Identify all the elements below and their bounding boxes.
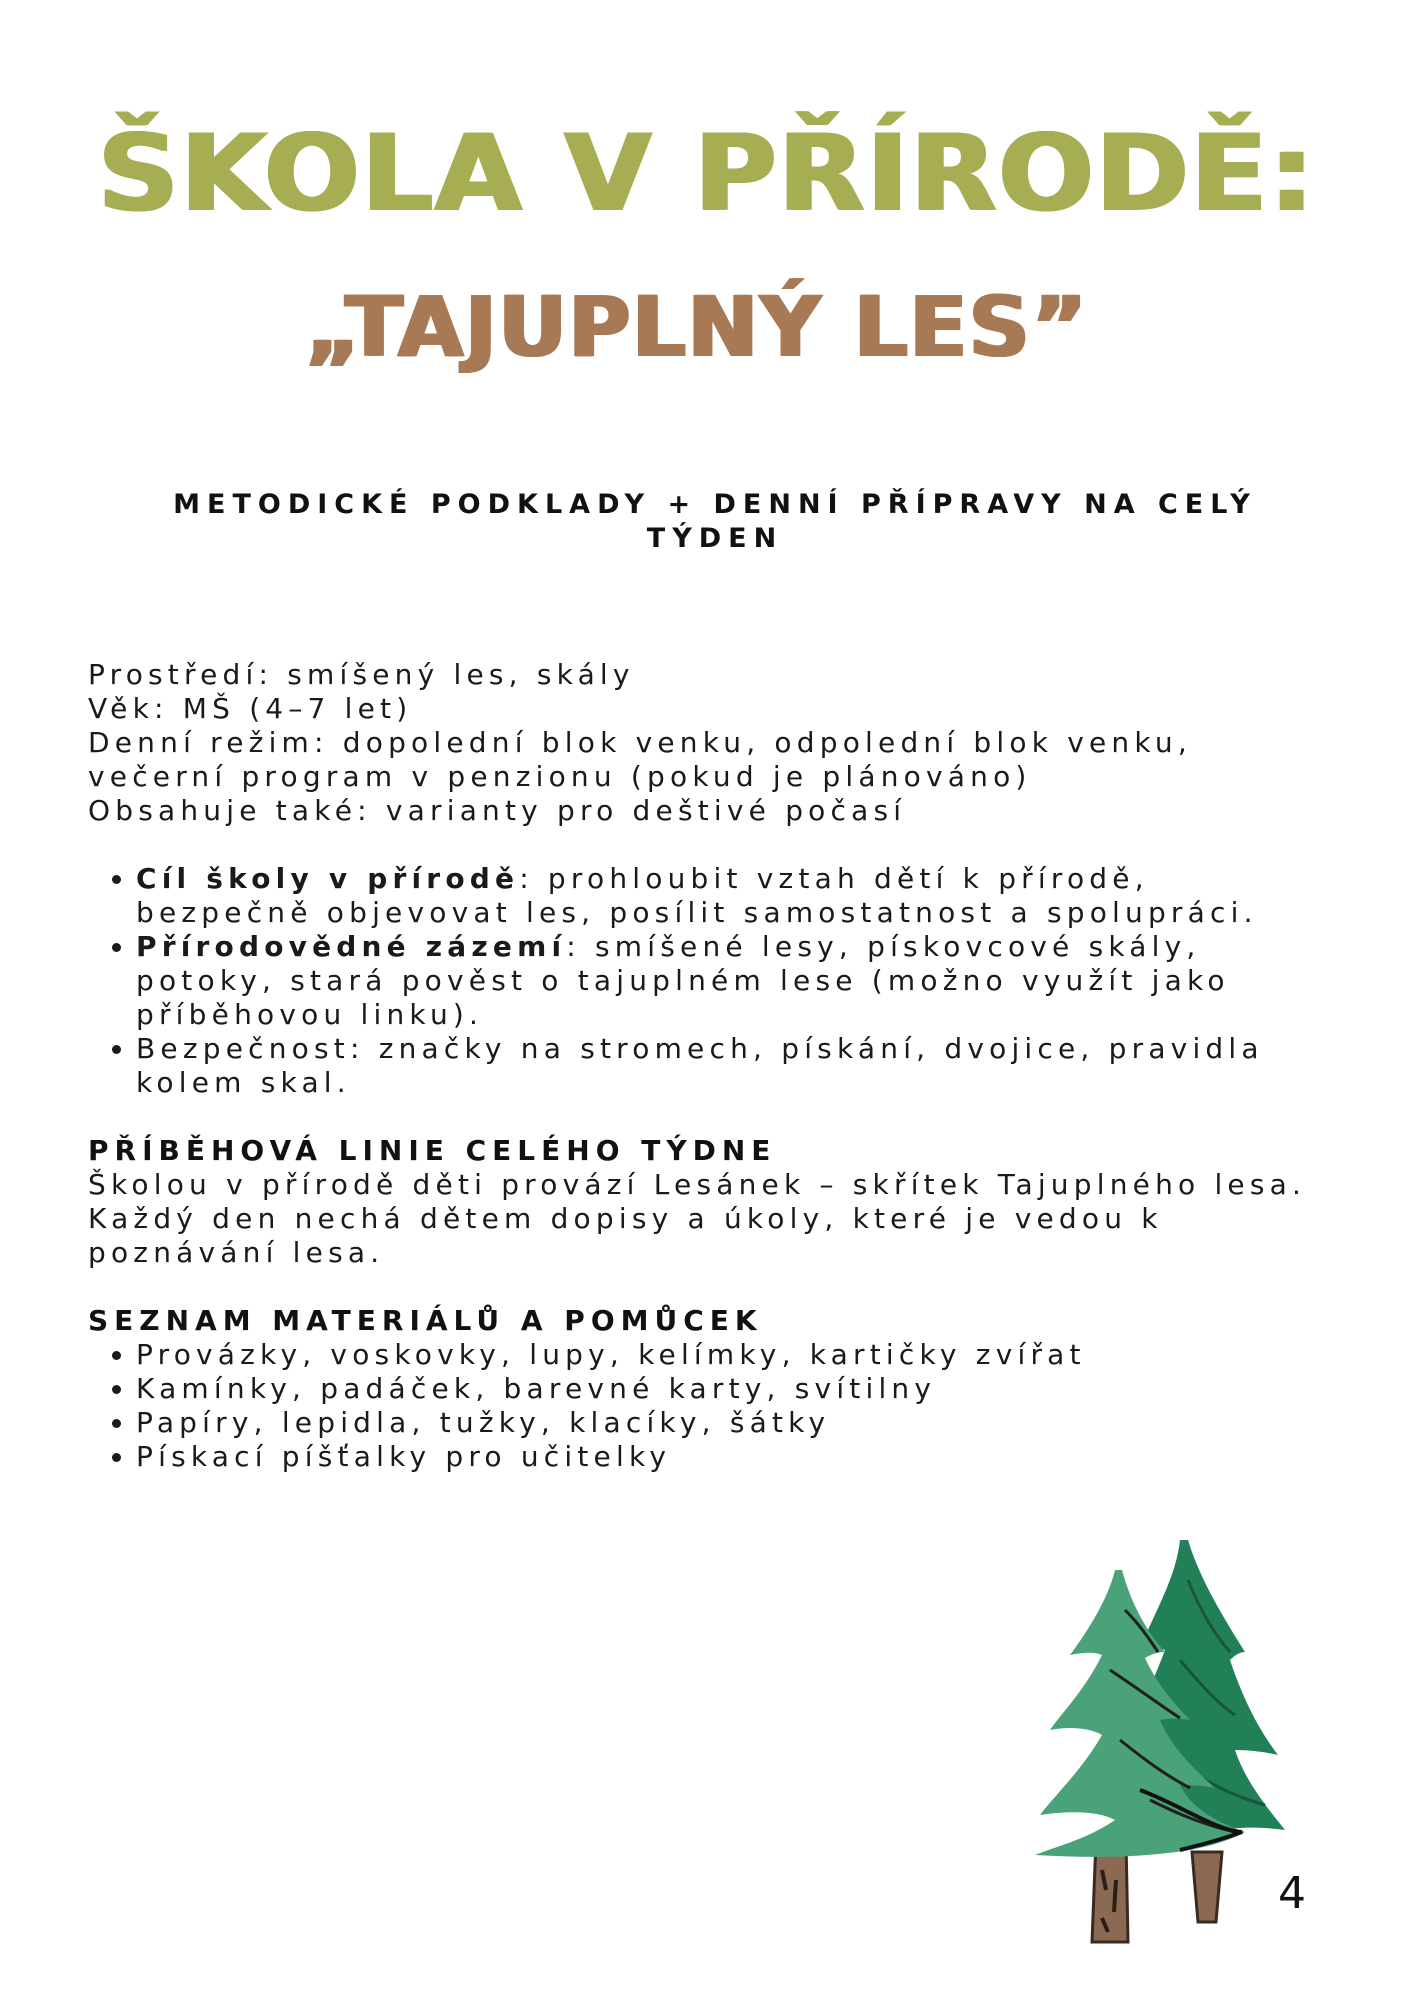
- list-item: • Pískací píšťalky pro učitelky: [136, 1440, 1338, 1474]
- title-line-1: ŠKOLA V PŘÍRODĚ:: [97, 112, 1317, 236]
- list-item: [136, 862, 1338, 930]
- story-line-2: Každý den nechá dětem dopisy a úkoly, které je vedou k poznávání lesa.: [88, 1202, 1163, 1269]
- list-item: [136, 930, 1338, 1032]
- list-item: • Papíry, lepidla, tužky, klacíky, šátky: [136, 1406, 1338, 1440]
- story-line-1: Školou v přírodě děti provází Lesánek – skřítek Tajuplného lesa.: [88, 1168, 1307, 1201]
- title-line-2: „TAJUPLNÝ LES”: [305, 278, 1089, 376]
- info-daily-schedule: Denní režim: dopolední blok venku, odpolední blok venku, večerní program v penzionu (pokud je plánováno): [88, 726, 1192, 793]
- list-item: • Kamínky, padáček, barevné karty, svítilny: [136, 1372, 1338, 1406]
- goal-label: Cíl školy v přírodě: [136, 862, 520, 895]
- pine-trees-illustration: [1030, 1540, 1360, 1960]
- goal-label: Přírodovědné zázemí: [136, 930, 567, 963]
- document-body: [88, 658, 1338, 1474]
- info-contains: Obsahuje také: varianty pro deštivé počasí: [88, 794, 907, 827]
- story-heading: PŘÍBĚHOVÁ LINIE CELÉHO TÝDNE: [88, 1134, 777, 1167]
- goal-text: : smíšené lesy, pískovcové skály, potoky, stará pověst o tajuplném lese (možno využít jako příběhovou linku).: [136, 930, 1230, 1031]
- materials-heading: SEZNAM MATERIÁLŮ A POMŮCEK: [88, 1304, 763, 1337]
- list-item: [136, 1032, 1338, 1100]
- list-item: • Provázky, voskovky, lupy, kelímky, kartičky zvířat: [136, 1338, 1338, 1372]
- goal-text: : prohloubit vztah dětí k přírodě, bezpečně objevovat les, posílit samostatnost a spolupráci.: [136, 862, 1258, 929]
- subtitle: METODICKÉ PODKLADY + DENNÍ PŘÍPRAVY NA CELÝ TÝDEN: [173, 489, 1257, 554]
- info-age: Věk: MŠ (4–7 let): [88, 692, 413, 725]
- page-number: 4: [1278, 1868, 1306, 1919]
- materials-list: [88, 1338, 1338, 1474]
- goals-list: [88, 862, 1338, 1100]
- info-environment: Prostředí: smíšený les, skály: [88, 658, 635, 691]
- goal-text: Bezpečnost: značky na stromech, pískání, dvojice, pravidla kolem skal.: [136, 1032, 1264, 1099]
